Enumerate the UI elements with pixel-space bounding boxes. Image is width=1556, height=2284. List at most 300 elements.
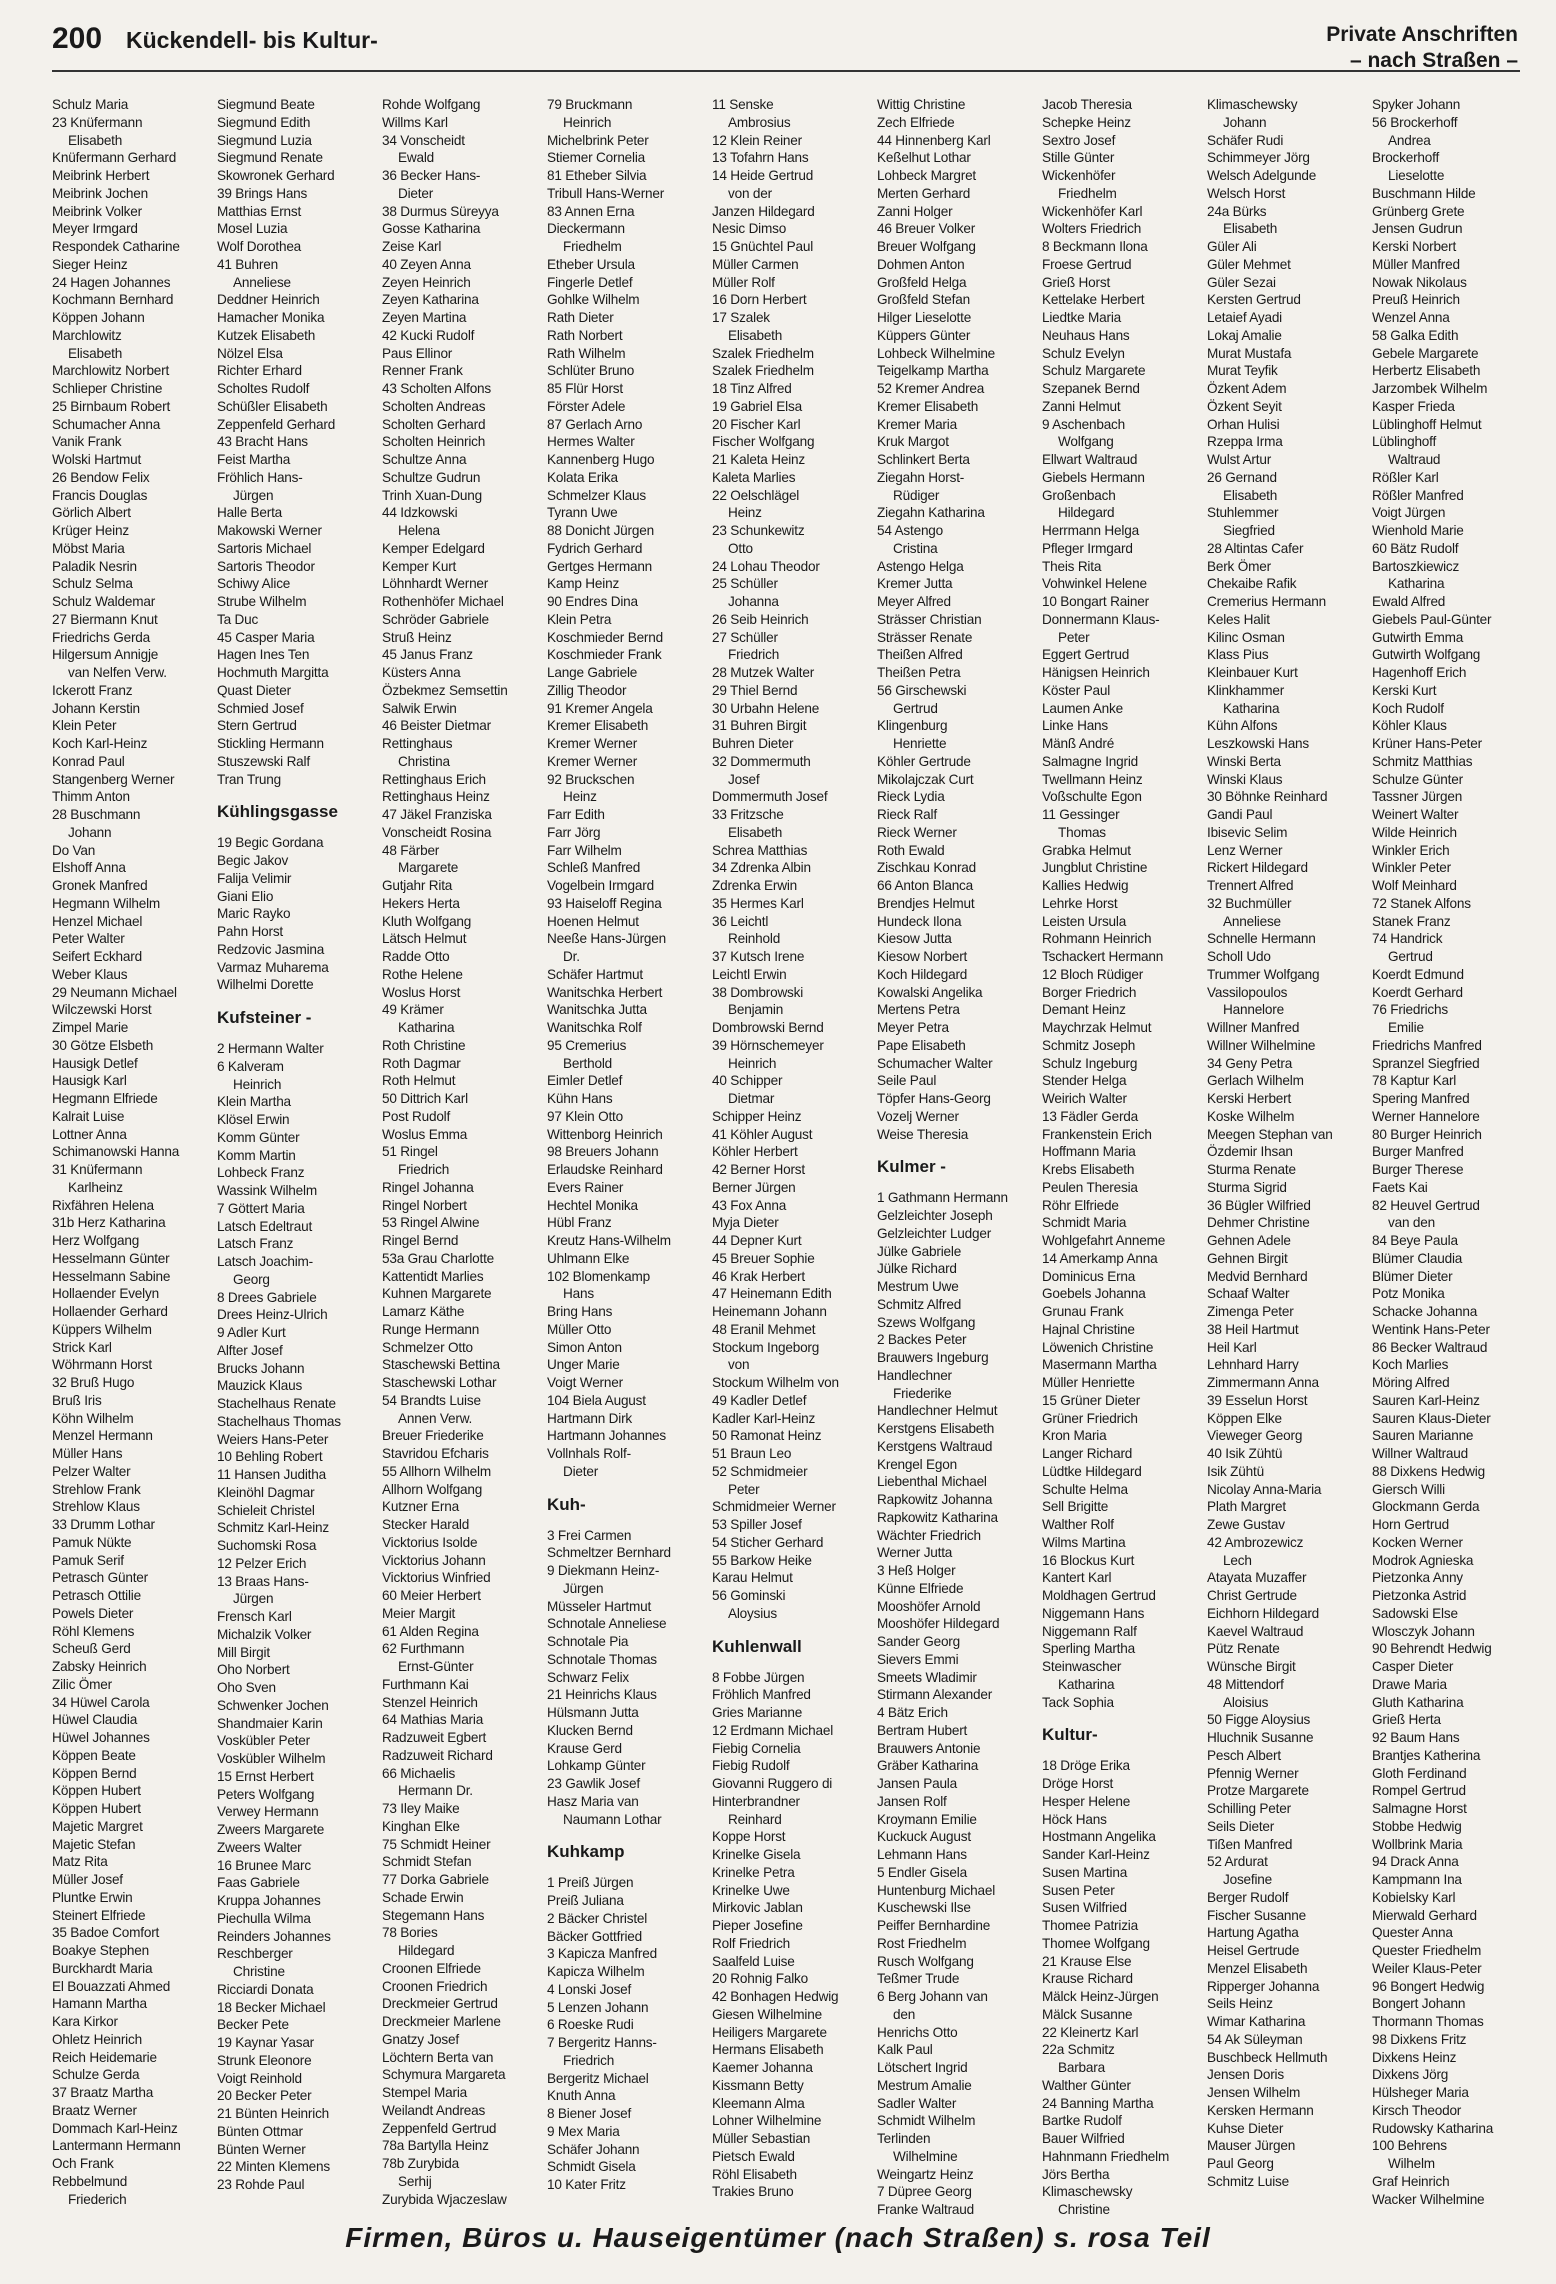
resident-entry: Giesen Wilhelmine [712,2006,822,2022]
resident-entry: Schumacher Anna [52,416,161,432]
resident-entry: Menzel Hermann [52,1428,153,1444]
resident-entry: Sieger Heinz [52,256,128,272]
entry-continuation: Katharina [1058,1676,1115,1692]
resident-entry: Schwarz Felix [547,1669,630,1685]
entry-continuation: Hermann Dr. [398,1783,473,1799]
resident-entry: Paladik Nesrin [52,558,137,574]
resident-entry: Hesper Helene [1042,1793,1131,1809]
resident-entry: 40 Zeyen Anna [382,256,471,272]
resident-entry: Werner Hannelore [1372,1108,1480,1124]
resident-entry: Boakye Stephen [52,1943,149,1958]
resident-entry: Zeppenfeld Gerhard [217,416,336,432]
resident-entry: 14 Amerkamp Anna [1042,1250,1158,1266]
resident-entry: Froese Gertrud [1042,256,1132,272]
entry-continuation: von der [728,185,772,201]
resident-entry: Hoffmann Maria [1042,1144,1136,1160]
resident-entry: Reinders Johannes [217,1928,331,1944]
resident-entry: Grabka Helmut [1042,842,1131,858]
directory-column-4 [547,96,697,2192]
resident-entry: Stenzel Heinrich [382,1694,478,1710]
entry-continuation: Gertrud [1388,949,1433,964]
resident-entry: Röhr Elfriede [1042,1197,1119,1213]
resident-entry: Rößler Karl [1372,469,1439,485]
resident-entry: Buhren Dieter [712,736,794,751]
resident-entry: Kremer Maria [877,416,957,432]
resident-entry: Rohmann Heinrich [1042,931,1152,947]
resident-entry: Keßelhut Lothar [877,150,971,166]
resident-entry: Klinkhammer [1207,682,1285,698]
resident-entry: Ohletz Heinrich [52,2031,142,2047]
resident-entry: Wünsche Birgit [1207,1659,1296,1674]
resident-entry: Dommach Karl-Heinz [52,2120,178,2136]
resident-entry: Farr Wilhelm [547,842,622,858]
resident-entry: 18 Tinz Alfred [712,381,792,396]
resident-entry: Schumacher Walter [877,1055,993,1071]
resident-entry: Güler Ali [1207,239,1257,254]
resident-entry: 1 Preiß Jürgen [547,1875,634,1891]
resident-entry: 36 Leichtl [712,913,769,929]
resident-entry: Hänigsen Heinrich [1042,665,1150,680]
resident-entry: 31 Knüfermann [52,1162,143,1177]
resident-entry: Tribull Hans-Werner [547,185,665,201]
resident-entry: Wolf Dorothea [217,239,302,254]
entry-continuation: Katharina [1223,700,1280,716]
resident-entry: 39 Hörnschemeyer [712,1037,824,1053]
resident-entry: Menzel Elisabeth [1207,1960,1308,1976]
resident-entry: 52 Kremer Andrea [877,381,985,396]
entry-continuation: Serhij [398,2173,432,2189]
resident-entry: Vieweger Georg [1207,1428,1303,1444]
street-range-title: Kückendell- bis Kultur- [126,27,378,53]
resident-entry: Latsch Edeltraut [217,1218,313,1234]
resident-entry: Koch Rudolf [1372,700,1444,716]
directory-column-5 [712,96,862,2200]
resident-entry: Scheuß Gerd [52,1641,131,1657]
resident-entry: Eimler Detlef [547,1073,623,1089]
resident-entry: Paul Georg [1207,2156,1274,2171]
entry-continuation: Christine [233,1964,285,1979]
resident-entry: Zech Elfriede [877,114,955,130]
resident-entry: 47 Jäkel Franziska [382,807,492,822]
resident-entry: Sadowski Else [1372,1605,1458,1621]
resident-entry: Liedtke Maria [1042,310,1122,325]
resident-entry: Merten Gerhard [877,185,971,201]
resident-entry: Hajnal Christine [1042,1321,1135,1337]
resident-entry: Krebs Elisabeth [1042,1162,1135,1177]
resident-entry: Kreutz Hans-Wilhelm [547,1233,671,1248]
resident-entry: Wittenborg Heinrich [547,1126,663,1142]
resident-entry: Schlinkert Berta [877,452,970,467]
resident-entry: Peulen Theresia [1042,1179,1138,1195]
resident-entry: Brauwers Antonie [877,1740,981,1756]
resident-entry: Karau Helmut [712,1570,793,1586]
resident-entry: Hüwel Johannes [52,1730,150,1745]
resident-entry: Wanitschka Herbert [547,984,663,1000]
entry-continuation: Barbara [1058,2060,1105,2075]
resident-entry: Rapkowitz Katharina [877,1509,998,1525]
resident-entry: Zweers Walter [217,1839,302,1855]
resident-entry: Mauser Jürgen [1207,2138,1296,2154]
resident-entry: Müller Manfred [1372,256,1460,272]
entry-continuation: Friederike [893,1385,952,1401]
resident-entry: 26 Seib Heinrich [712,611,809,627]
resident-entry: Thormann Thomas [1372,2014,1484,2029]
resident-entry: 86 Becker Waltraud [1372,1339,1488,1355]
resident-entry: Stegemann Hans [382,1907,485,1923]
resident-entry: Michalzik Volker [217,1626,312,1642]
resident-entry: Schimanowski Hanna [52,1144,180,1160]
resident-entry: Köppen Hubert [52,1801,141,1816]
resident-entry: Oho Sven [217,1680,276,1695]
resident-entry: Faas Gabriele [217,1875,300,1891]
resident-entry: Seile Paul [877,1073,937,1089]
resident-entry: Pelzer Walter [52,1463,131,1479]
resident-entry: 31 Buhren Birgit [712,718,807,734]
resident-entry: 18 Dröge Erika [1042,1758,1130,1774]
resident-entry: Hausigk Karl [52,1073,127,1089]
resident-entry: Meegen Stephan van [1207,1126,1333,1142]
resident-entry: 78 Kaptur Karl [1372,1073,1457,1089]
resident-entry: Schlüter Bruno [547,363,635,379]
resident-entry: Kremer Werner [547,753,638,769]
resident-entry: Özdemir Ihsan [1207,1144,1293,1160]
resident-entry: Klimaschewsky [1207,97,1298,112]
resident-entry: Künne Elfriede [877,1580,964,1596]
resident-entry: Pfleger Irmgard [1042,540,1133,556]
resident-entry: Unger Marie [547,1357,620,1373]
resident-entry: Berk Ömer [1207,558,1271,574]
resident-entry: 97 Klein Otto [547,1108,623,1124]
resident-entry: Borger Friedrich [1042,984,1137,1000]
resident-entry: Schwenker Jochen [217,1697,329,1713]
resident-entry: 60 Bätz Rudolf [1372,540,1459,556]
resident-entry: Janzen Hildegard [712,203,815,219]
entry-continuation: Aloisius [1223,1694,1269,1710]
resident-entry: Rzeppa Irma [1207,434,1283,450]
resident-entry: Salwik Erwin [382,700,457,716]
resident-entry: Gloth Ferdinand [1372,1765,1467,1781]
resident-entry: Voigt Werner [547,1375,623,1390]
entry-continuation: Christine [1058,2202,1110,2217]
resident-entry: Burckhardt Maria [52,1960,153,1976]
resident-entry: 49 Kadler Detlef [712,1392,807,1408]
resident-entry: Vollnhals Rolf- [547,1446,631,1461]
resident-entry: Marchlowitz [52,327,122,343]
resident-entry: 21 Kaleta Heinz [712,452,805,467]
resident-entry: Hagenhoff Erich [1372,665,1467,680]
resident-entry: Zanni Holger [877,203,953,219]
resident-entry: Kemper Edelgard [382,540,485,556]
resident-entry: Eichhorn Hildegard [1207,1605,1320,1621]
resident-entry: Uhlmann Elke [547,1250,630,1266]
resident-entry: Maychrzak Helmut [1042,1020,1152,1035]
resident-entry: Brantjes Katherina [1372,1747,1481,1763]
resident-entry: Grüner Friedrich [1042,1410,1138,1426]
page-number: 200 [52,22,103,55]
resident-entry: Wimar Katharina [1207,2014,1306,2029]
resident-entry: 84 Beye Paula [1372,1233,1458,1248]
resident-entry: Krause Gerd [547,1740,622,1756]
entry-continuation: Helena [398,523,440,538]
resident-entry: 14 Heide Gertrud [712,168,814,183]
resident-entry: Goebels Johanna [1042,1286,1146,1302]
resident-entry: 36 Bügler Wilfried [1207,1197,1311,1213]
resident-entry: Ringel Johanna [382,1179,474,1195]
entry-continuation: Andrea [1388,132,1431,148]
resident-entry: Kleemann Alma [712,2095,805,2111]
resident-entry: Schmied Josef [217,700,304,716]
resident-entry: 75 Schmidt Heiner [382,1836,491,1852]
resident-entry: Giovanni Ruggero di [712,1776,833,1791]
resident-entry: 39 Esselun Horst [1207,1392,1308,1408]
resident-entry: Schulz Selma [52,576,133,592]
resident-entry: Etheber Ursula [547,256,635,272]
resident-entry: 9 Mex Maria [547,2123,620,2139]
resident-entry: 16 Blockus Kurt [1042,1552,1135,1568]
resident-entry: Majetic Margret [52,1818,143,1834]
resident-entry: Özbekmez Semsettin [382,682,508,698]
resident-entry: Lottner Anna [52,1126,127,1142]
resident-entry: Kerstgens Elisabeth [877,1421,995,1436]
resident-entry: Hartmann Johannes [547,1428,667,1444]
resident-entry: Güler Mehmet [1207,256,1291,272]
resident-entry: 45 Casper Maria [217,629,315,645]
resident-entry: Rath Dieter [547,310,614,325]
resident-entry: Majetic Stefan [52,1836,136,1852]
resident-entry: Stavridou Efcharis [382,1446,489,1461]
resident-entry: 30 Böhnke Reinhard [1207,789,1328,805]
resident-entry: 7 Göttert Maria [217,1200,305,1216]
entry-continuation: Friedhelm [563,239,622,254]
resident-entry: Wittig Christine [877,97,966,112]
resident-entry: 2 Bäcker Christel [547,1910,648,1926]
resident-entry: Keles Halit [1207,611,1270,627]
resident-entry: Radde Otto [382,949,450,964]
resident-entry: Schepke Heinz [1042,114,1131,130]
resident-entry: Mauzick Klaus [217,1378,303,1394]
resident-entry: Vicktorius Isolde [382,1534,478,1550]
resident-entry: 45 Janus Franz [382,647,473,663]
resident-entry: Vonscheidt Rosina [382,824,492,840]
resident-entry: Linke Hans [1042,718,1109,734]
resident-entry: 5 Lenzen Johann [547,1999,649,2015]
resident-entry: 45 Breuer Sophie [712,1250,815,1266]
resident-entry: Quester Anna [1372,1925,1453,1941]
resident-entry: 35 Badoe Comfort [52,1925,160,1941]
resident-entry: Rath Norbert [547,327,623,343]
resident-entry: Lüblinghoff Helmut [1372,416,1482,432]
resident-entry: Krengel Egon [877,1456,957,1472]
resident-entry: Sartoris Theodor [217,558,315,574]
resident-entry: Voskübler Peter [217,1733,310,1749]
resident-entry: Kadler Karl-Heinz [712,1410,816,1426]
resident-entry: Lötschert Ingrid [877,2060,968,2075]
resident-entry: Kerski Norbert [1372,239,1457,254]
resident-entry: 13 Tofahrn Hans [712,150,809,166]
resident-entry: Hegmann Wilhelm [52,895,161,911]
resident-entry: Zeyen Heinrich [382,274,471,290]
resident-entry: Reschberger [217,1946,293,1962]
directory-column-9 [1372,96,1522,2207]
resident-entry: Roth Dagmar [382,1055,461,1071]
resident-entry: Steinert Elfriede [52,1907,146,1923]
resident-entry: Winkler Erich [1372,842,1450,858]
resident-entry: Klimaschewsky [1042,2184,1133,2200]
resident-entry: 42 Berner Horst [712,1162,805,1177]
resident-entry: Koschmieder Bernd [547,629,663,645]
resident-entry: 22 Minten Klemens [217,2159,330,2175]
resident-entry: Pape Elisabeth [877,1037,966,1053]
resident-entry: 11 Senske [712,97,774,112]
resident-entry: Stobbe Hedwig [1372,1818,1462,1834]
resident-entry: Graf Heinrich [1372,2173,1450,2189]
resident-entry: Bongert Johann [1372,1996,1466,2012]
resident-entry: Hübl Franz [547,1215,612,1231]
resident-entry: Schimmeyer Jörg [1207,150,1310,166]
resident-entry: Kersten Gertrud [1207,292,1301,308]
resident-entry: Kremer Elisabeth [877,398,979,414]
resident-entry: Höck Hans [1042,1811,1107,1827]
resident-entry: Klein Martha [217,1094,291,1110]
resident-entry: Trummer Wolfgang [1207,966,1320,982]
resident-entry: Latsch Franz [217,1236,294,1252]
resident-entry: Spyker Johann [1372,97,1461,112]
resident-entry: 25 Birnbaum Robert [52,398,171,414]
resident-entry: Thimm Anton [52,789,130,805]
resident-entry: Petrasch Günter [52,1570,148,1586]
entry-continuation: Elisabeth [728,824,783,840]
resident-entry: 77 Dorka Gabriele [382,1872,489,1887]
resident-entry: Schmidmeier Werner [712,1499,836,1515]
resident-entry: 9 Adler Kurt [217,1325,286,1340]
resident-entry: Gertges Hermann [547,558,653,574]
resident-entry: 104 Biela August [547,1392,646,1408]
resident-entry: Krause Richard [1042,1971,1133,1987]
resident-entry: 13 Braas Hans- [217,1573,309,1589]
resident-entry: Zilic Ömer [52,1676,112,1692]
resident-entry: Sturma Sigrid [1207,1179,1287,1195]
resident-entry: Pamuk Nükte [52,1534,132,1550]
resident-entry: Winski Berta [1207,753,1281,769]
resident-entry: Kobielsky Karl [1372,1889,1456,1905]
resident-entry: 42 Bonhagen Hedwig [712,1989,839,2004]
resident-entry: Kasper Frieda [1372,398,1455,414]
resident-entry: Ripperger Johanna [1207,1978,1320,1994]
resident-entry: 52 Schmidmeier [712,1463,808,1479]
resident-entry: Francis Douglas [52,487,148,503]
resident-entry: 44 Hinnenberg Karl [877,132,991,148]
resident-entry: 95 Cremerius [547,1037,627,1053]
resident-entry: Stiemer Cornelia [547,150,646,166]
resident-entry: Schäfer Johann [547,2141,640,2157]
resident-entry: 23 Knüfermann [52,114,143,130]
resident-entry: Rusch Wolfgang [877,1953,974,1969]
resident-entry: 83 Annen Erna [547,203,635,219]
resident-entry: Meibrink Herbert [52,168,150,183]
resident-entry: Kettelake Herbert [1042,292,1145,308]
resident-entry: 32 Dommermuth [712,753,811,769]
resident-entry: Kiesow Jutta [877,931,952,947]
resident-entry: Müller Carmen [712,256,799,272]
resident-entry: Buschbeck Hellmuth [1207,2049,1328,2065]
resident-entry: Ellwart Waltraud [1042,452,1138,467]
resident-entry: Berger Rudolf [1207,1889,1289,1905]
resident-entry: 56 Girschewski [877,682,967,698]
resident-entry: Frensch Karl [217,1609,292,1624]
resident-entry: Wilde Heinrich [1372,824,1457,840]
resident-entry: 66 Michaelis [382,1765,456,1781]
resident-entry: Peter Walter [52,931,125,947]
resident-entry: Meyer Alfred [877,594,951,609]
entry-continuation: Thomas [1058,824,1106,840]
resident-entry: Cremerius Hermann [1207,594,1326,609]
resident-entry: Rieck Ralf [877,807,937,822]
resident-entry: Sperling Martha [1042,1641,1135,1657]
resident-entry: Schulze Günter [1372,771,1463,787]
resident-entry: Matz Rita [52,1854,108,1870]
resident-entry: Köhler Herbert [712,1144,798,1160]
resident-entry: Jansen Paula [877,1776,957,1791]
resident-entry: Peters Wolfgang [217,1786,315,1802]
resident-entry: Schmitz Matthias [1372,753,1473,769]
resident-entry: Schlieper Christine [52,381,163,396]
resident-entry: 79 Bruckmann [547,97,633,112]
resident-entry: Wohlgefahrt Anneme [1042,1233,1166,1248]
resident-entry: Sturma Renate [1207,1162,1296,1177]
resident-entry: Schnotale Anneliese [547,1616,667,1632]
entry-continuation: Friedrich [728,647,780,663]
resident-entry: 50 Ramonat Heinz [712,1428,822,1444]
resident-entry: Kaleta Marlies [712,469,796,485]
resident-entry: 87 Gerlach Arno [547,416,643,432]
resident-entry: Hermans Elisabeth [712,2042,824,2058]
resident-entry: Thomee Wolfgang [1042,1935,1150,1951]
resident-entry: Hilger Lieselotte [877,310,972,325]
entry-continuation: Hans [563,1286,594,1302]
resident-entry: 10 Kater Fritz [547,2177,626,2192]
resident-entry: Skowronek Gerhard [217,168,335,183]
resident-entry: Schmitz Alfred [877,1296,962,1312]
resident-entry: Theis Rita [1042,558,1102,574]
resident-entry: Bauer Wilfried [1042,2131,1125,2146]
resident-entry: Pamuk Serif [52,1552,124,1568]
resident-entry: Gräber Katharina [877,1758,979,1774]
resident-entry: Franke Waltraud [877,2202,974,2217]
resident-entry: Tißen Manfred [1207,1836,1293,1852]
resident-entry: Lokaj Amalie [1207,327,1282,343]
resident-entry: Roth Ewald [877,842,945,858]
page-header [0,0,1556,70]
resident-entry: Respondek Catharine [52,239,180,254]
resident-entry: Kremer Jutta [877,576,953,592]
resident-entry: Strube Wilhelm [217,594,307,609]
resident-entry: Weber Klaus [52,966,128,982]
resident-entry: Krinelke Uwe [712,1882,790,1898]
entry-continuation: Emilie [1388,1020,1424,1035]
resident-entry: Dreckmeier Gertrud [382,1996,498,2012]
resident-entry: Brockerhoff [1372,150,1440,166]
resident-entry: Willner Wilhelmine [1207,1037,1316,1053]
resident-entry: Zurybida Wjaczeslaw [382,2191,507,2207]
resident-entry: 40 Schipper [712,1073,783,1089]
resident-entry: Feist Martha [217,452,291,467]
resident-entry: Croonen Friedrich [382,1978,488,1994]
resident-entry: 26 Gernand [1207,469,1277,485]
resident-entry: 2 Backes Peter [877,1332,967,1348]
resident-entry: Glockmann Gerda [1372,1499,1480,1515]
entry-continuation: Dr. [563,949,580,964]
resident-entry: Smeets Wladimir [877,1669,977,1685]
